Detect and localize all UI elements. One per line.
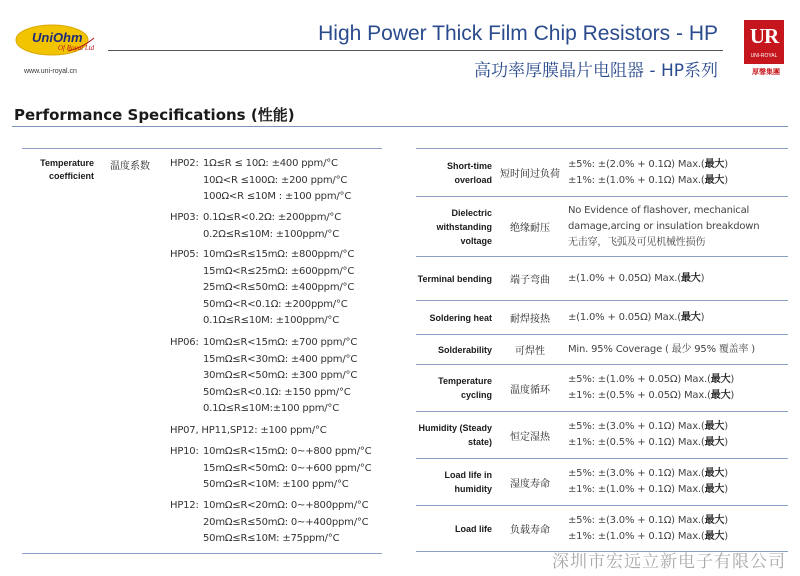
tcr-value: 15mΩ<R≤25mΩ: ±600ppm/°C <box>203 265 355 277</box>
tcr-value: 10mΩ≤R<20mΩ: 0~+800ppm/°C <box>203 500 369 511</box>
tcr-value: 50mΩ≤R≤10M: ±75ppm/°C <box>203 533 340 544</box>
tcr-value: 20mΩ≤R≤50mΩ: 0~+400ppm/°C <box>203 516 369 528</box>
page-title-chinese: 高功率厚膜晶片电阻器 - HP系列 <box>474 61 718 81</box>
uni-royal-brand-mark <box>744 20 784 64</box>
tcr-group-label: HP03: <box>170 212 199 223</box>
spec-row-temperature-cycling <box>416 364 788 411</box>
tcr-group-label: HP12: <box>170 500 199 511</box>
logo-subtext: Of Royal Ltd <box>58 44 95 52</box>
spec-row-terminal-bending <box>416 256 788 300</box>
tcr-group-label: HP02: <box>170 158 199 169</box>
tcr-value: 0.1Ω≤R≤10M:±100 ppm/°C <box>203 403 340 414</box>
section-title: Performance Specifications (性能) <box>14 106 295 124</box>
brand-mark-letters: UR <box>749 24 779 48</box>
spec-name-english: Load life in humidity <box>444 470 492 494</box>
tcr-group-hp05 <box>170 247 382 330</box>
tcr-value: 1Ω≤R ≤ 10Ω: ±400 ppm/°C <box>203 158 338 169</box>
spec-name-english: Soldering heat <box>429 312 492 323</box>
left-table-top-rule <box>22 148 382 149</box>
spec-name-english: Short-time overload <box>447 160 492 185</box>
tcr-group-hp07-hp11-sp12 <box>170 423 382 440</box>
performance-spec-table <box>416 148 788 552</box>
spec-requirement: No Evidence of flashover, mechanical damage,arcing or insulation breakdown 无击穿，飞弧及可见机械性损伤 <box>568 204 760 248</box>
spec-name-chinese: 耐焊接热 <box>510 314 550 325</box>
tcr-value: 25mΩ<R≤50mΩ: ±400ppm/°C <box>203 282 355 293</box>
tcr-value: 0.1Ω≤R≤10M: ±100ppm/°C <box>203 315 340 326</box>
tcr-value: 0.2Ω≤R≤10M: ±100ppm/°C <box>203 228 340 240</box>
tcr-group-hp02 <box>170 156 382 206</box>
tcr-group-hp06 <box>170 335 382 418</box>
tcr-value: 10Ω<R ≤100Ω: ±200 ppm/°C <box>203 174 348 186</box>
spec-name-chinese: 短时间过负荷 <box>500 169 560 180</box>
tcr-value: 10mΩ≤R<15mΩ: ±700 ppm/°C <box>203 337 358 348</box>
tcr-label-chinese: 温度系数 <box>110 161 150 172</box>
tcr-group-hp03 <box>170 210 382 243</box>
tcr-value: 15mΩ≤R<30mΩ: ±400 ppm/°C <box>203 353 358 365</box>
company-watermark: 深圳市宏远立新电子有限公司 <box>552 552 786 572</box>
spec-name-chinese: 可焊性 <box>515 346 545 357</box>
section-divider <box>12 126 788 127</box>
spec-name-english: Load life <box>454 523 492 534</box>
tcr-value: 50mΩ<R<0.1Ω: ±200ppm/°C <box>203 298 348 310</box>
spec-requirement: ±(1.0% + 0.05Ω) Max.(最大) <box>568 311 705 323</box>
uniohm-logo <box>12 22 98 58</box>
tcr-value: 100Ω<R ≤10M : ±100 ppm/°C <box>203 191 352 202</box>
website-url: www.uni-royal.cn <box>24 68 77 75</box>
spec-row-soldering-heat <box>416 300 788 334</box>
spec-name-english: Temperature cycling <box>438 376 492 400</box>
tcr-group-hp12 <box>170 498 382 548</box>
page-title-english: High Power Thick Film Chip Resistors - HP <box>318 22 718 45</box>
spec-name-chinese: 绝缘耐压 <box>510 223 550 234</box>
tcr-value: 30mΩ≤R<50mΩ: ±300 ppm/°C <box>203 370 358 381</box>
brand-mark-subtext: UNI-ROYAL <box>746 53 782 59</box>
tcr-group-label: HP05: <box>170 249 199 260</box>
tcr-group-hp10 <box>170 444 382 494</box>
title-divider <box>108 50 723 51</box>
spec-requirement: ±5%: ±(2.0% + 0.1Ω) Max.(最大) ±1%: ±(1.0% + 0.1Ω) Max.(最大) <box>568 158 728 186</box>
tcr-value: 15mΩ≤R<50mΩ: 0~+600 ppm/°C <box>203 462 372 474</box>
spec-row-load-life <box>416 505 788 552</box>
spec-row-dielectric-withstanding-voltage <box>416 196 788 256</box>
tcr-group-label: HP10: <box>170 446 199 457</box>
tcr-value: 0.1Ω≤R<0.2Ω: ±200ppm/°C <box>203 212 341 223</box>
spec-requirement: ±5%: ±(3.0% + 0.1Ω) Max.(最大) ±1%: ±(1.0% + 0.1Ω) Max.(最大) <box>568 514 728 542</box>
spec-requirement: ±(1.0% + 0.05Ω) Max.(最大) <box>568 272 705 284</box>
spec-requirement: ±5%: ±(1.0% + 0.05Ω) Max.(最大) ±1%: ±(0.5% + 0.05Ω) Max.(最大) <box>568 374 735 401</box>
spec-name-chinese: 温度循环 <box>510 384 550 396</box>
spec-row-short-time-overload <box>416 148 788 196</box>
spec-name-chinese: 负载寿命 <box>510 525 550 536</box>
spec-name-chinese: 端子弯曲 <box>510 275 550 286</box>
tcr-label-english: Temperature coefficient <box>40 158 94 181</box>
spec-requirement: ±5%: ±(3.0% + 0.1Ω) Max.(最大) ±1%: ±(1.0% + 0.1Ω) Max.(最大) <box>568 468 728 495</box>
spec-requirement: ±5%: ±(3.0% + 0.1Ω) Max.(最大) ±1%: ±(0.5% + 0.1Ω) Max.(最大) <box>568 421 728 448</box>
spec-name-english: Humidity (Steady state) <box>418 423 492 447</box>
tcr-value: 50mΩ≤R<0.1Ω: ±150 ppm/°C <box>203 386 351 398</box>
left-table-bottom-rule <box>22 553 382 554</box>
spec-name-english: Dielectric withstanding voltage <box>436 207 492 246</box>
spec-name-chinese: 恒定湿热 <box>510 431 550 443</box>
spec-row-humidity-steady-state <box>416 411 788 458</box>
spec-row-load-life-in-humidity <box>416 458 788 505</box>
brand-group-name: 厚聲集團 <box>752 69 780 76</box>
tcr-value: 10mΩ≤R≤15mΩ: ±800ppm/°C <box>203 249 355 260</box>
logo-text: UniOhm <box>32 30 83 45</box>
tcr-group-label: HP06: <box>170 337 199 348</box>
spec-name-chinese: 湿度寿命 <box>510 478 550 490</box>
spec-name-english: Solderability <box>437 344 492 355</box>
spec-requirement: Min. 95% Coverage ( 最少 95% 覆盖率 ) <box>568 343 755 355</box>
tcr-value: HP07, HP11,SP12: ±100 ppm/°C <box>170 425 327 436</box>
spec-name-english: Terminal bending <box>417 273 492 284</box>
tcr-value: 10mΩ≤R<15mΩ: 0~+800 ppm/°C <box>203 446 372 457</box>
tcr-value: 50mΩ≤R<10M: ±100 ppm/°C <box>203 479 349 490</box>
spec-row-solderability <box>416 334 788 364</box>
